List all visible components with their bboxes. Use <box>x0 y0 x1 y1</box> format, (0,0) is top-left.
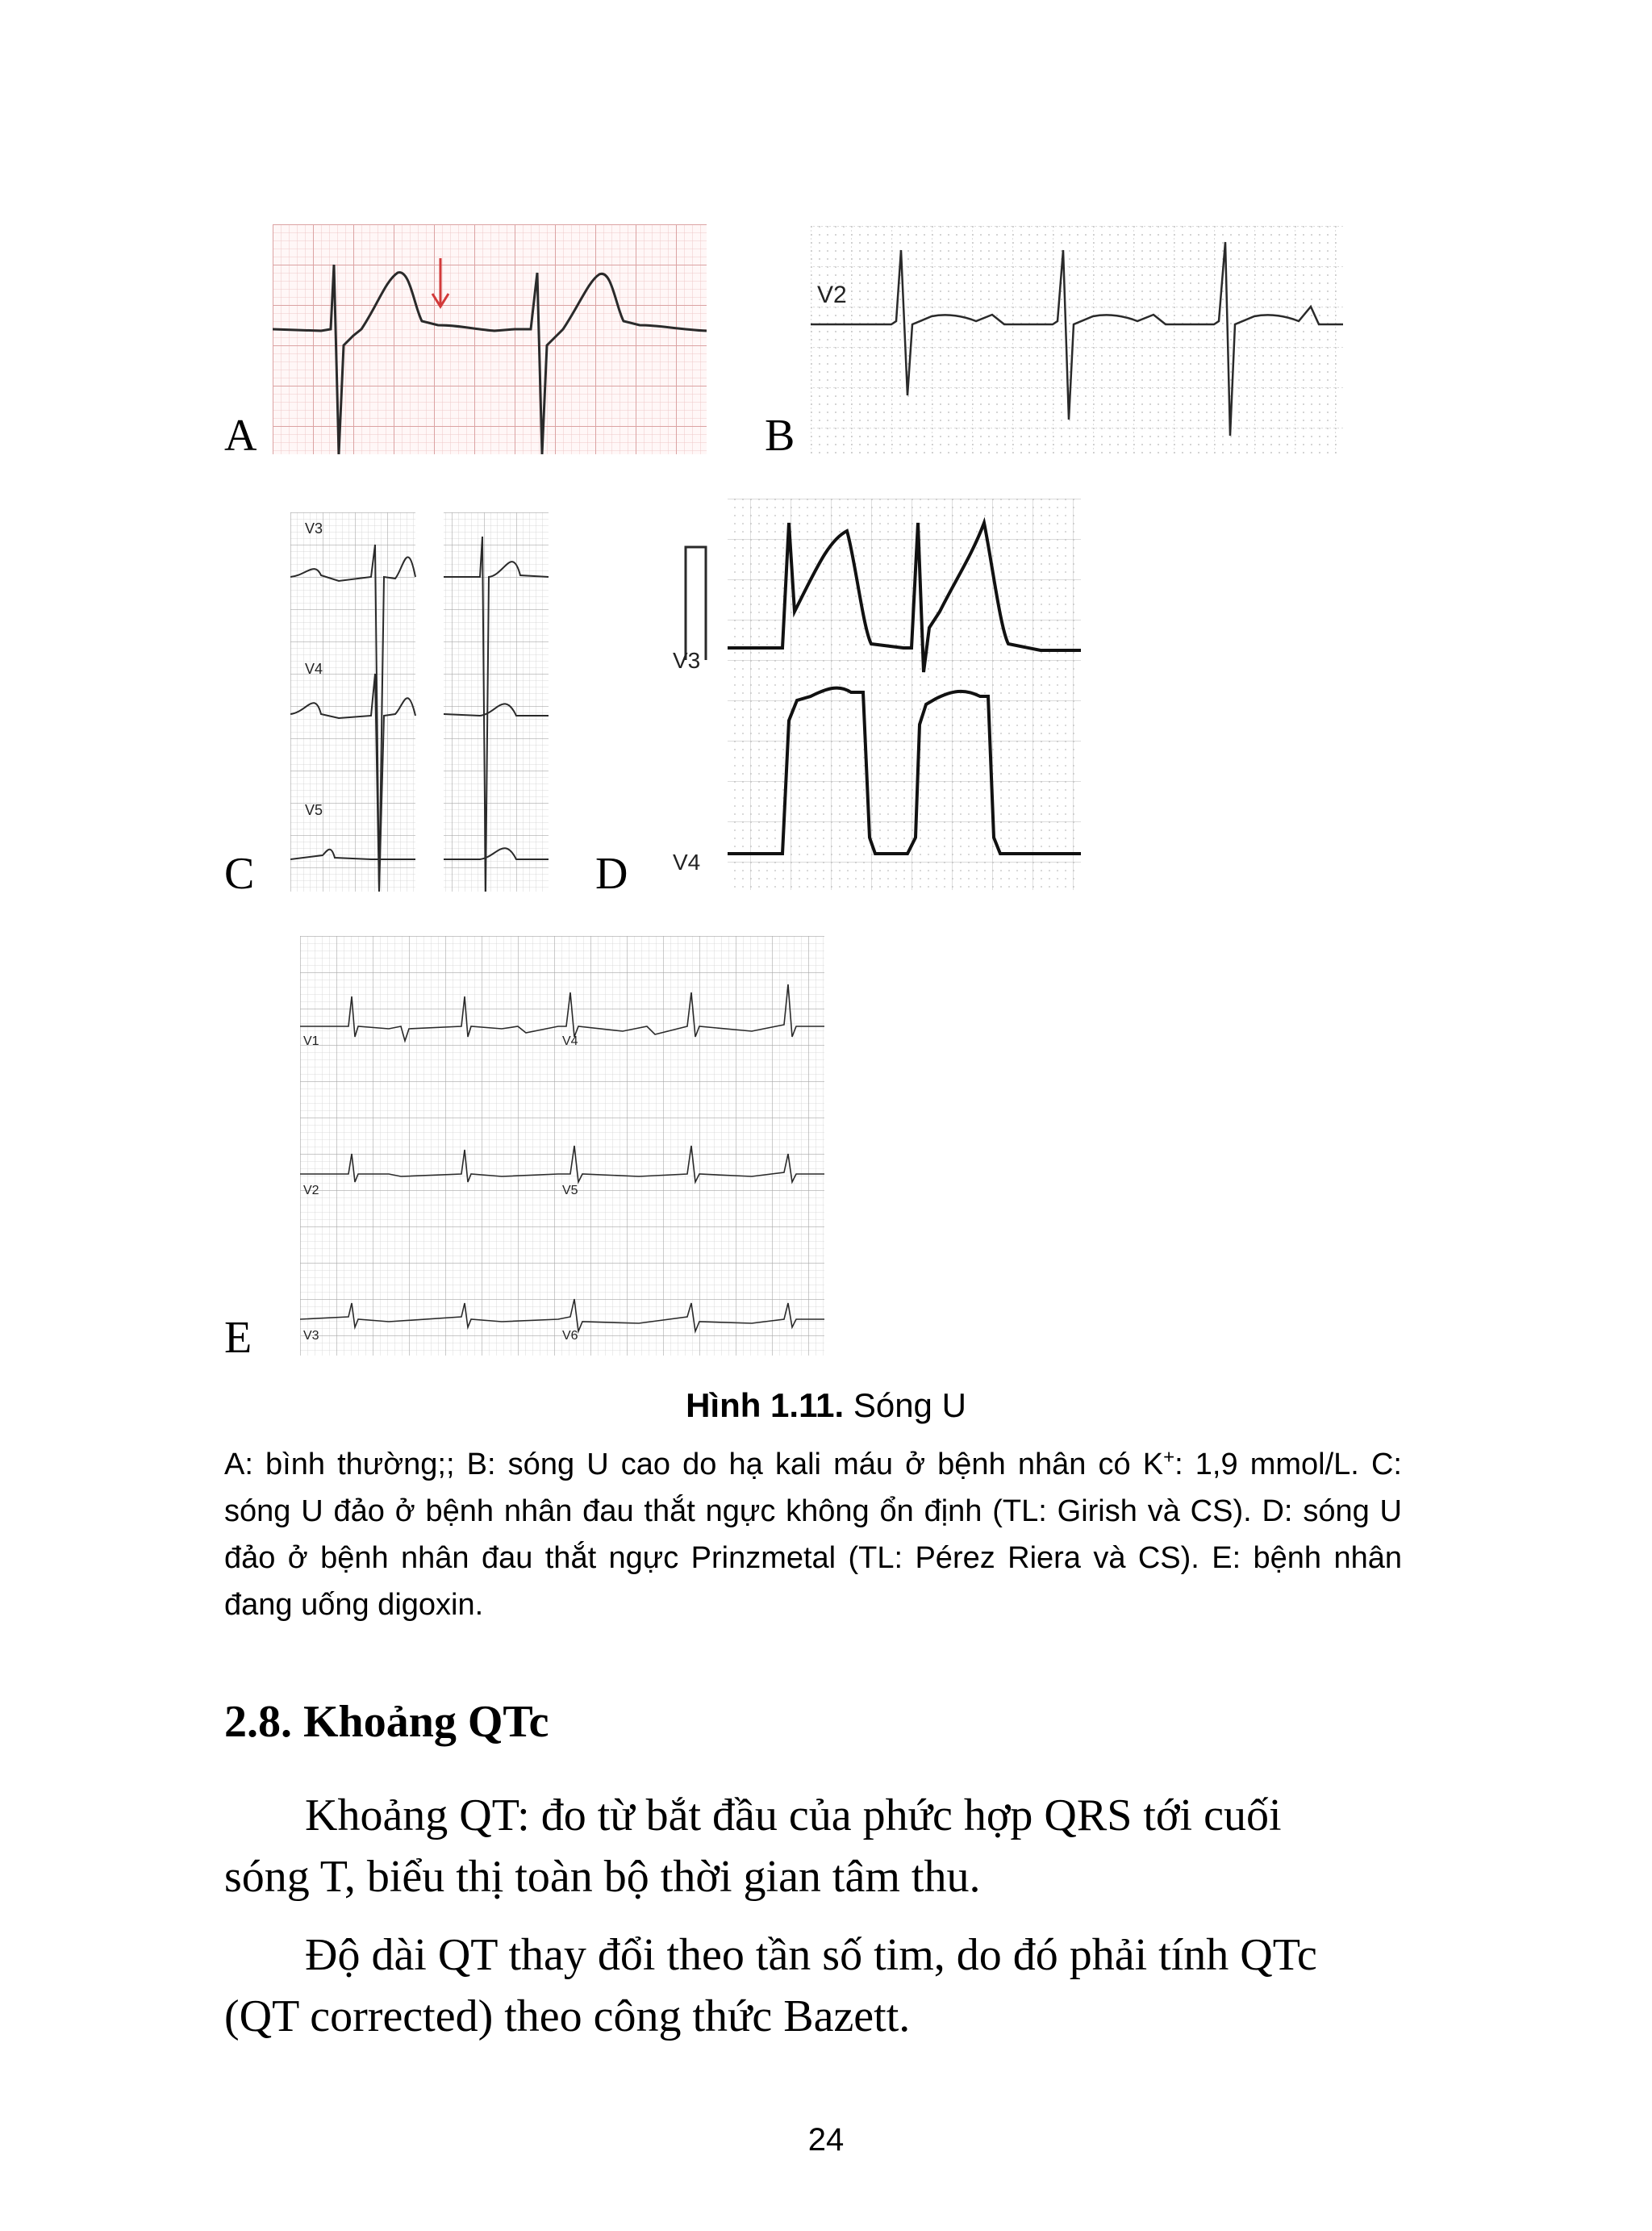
panel-letter-e: E <box>224 1313 252 1363</box>
ecg-panel-c <box>290 512 549 892</box>
ecg-panel-a <box>273 224 707 454</box>
lead-label-c-v5: V5 <box>305 802 323 818</box>
calibration-pulse <box>686 547 706 660</box>
ecg-panel-d <box>670 499 1081 890</box>
lead-label-c-v3: V3 <box>305 520 323 537</box>
paragraph-qt-definition: Khoảng QT: đo từ bắt đầu của phức hợp QRS tới cuối sóng T, biểu thị toàn bộ thời gian tâm thu. <box>224 1790 1282 1902</box>
lead-label-c-v4: V4 <box>305 661 323 677</box>
lead-label-e-v3: V3 <box>303 1329 319 1343</box>
section-heading: 2.8. Khoảng QTc <box>224 1697 549 1747</box>
lead-label-e-v5: V5 <box>562 1184 578 1197</box>
caption-part1: A: bình thường;; B: sóng U cao do hạ kali máu ở bệnh nhân có K <box>224 1448 1164 1481</box>
lead-label-d-v4: V4 <box>673 850 701 875</box>
lead-label-e-v2: V2 <box>303 1184 319 1197</box>
page-number: 24 <box>807 2122 845 2158</box>
panel-letter-a: A <box>224 411 257 461</box>
figure-label: Hình 1.11. <box>686 1386 845 1424</box>
panel-letter-b: B <box>765 411 795 461</box>
figure-title: Sóng U <box>853 1386 966 1424</box>
lead-label-e-v4: V4 <box>562 1034 578 1048</box>
caption-superscript: + <box>1163 1446 1175 1469</box>
panel-letter-c: C <box>224 849 255 899</box>
ecg-panel-b <box>811 226 1343 456</box>
figure-caption-body <box>224 1441 1402 1628</box>
lead-label-v2: V2 <box>817 282 847 308</box>
lead-label-d-v3: V3 <box>673 648 701 673</box>
lead-label-e-v1: V1 <box>303 1034 319 1048</box>
panel-letter-d: D <box>595 849 628 899</box>
caption-part2: : 1,9 mmol/L. C: sóng U đảo ở bệnh nhân đau thắt ngực không ổn định (TL: Girish và CS). D: sóng U đảo ở bệnh nhân đau thắt ngực Prinzmetal (TL: Pérez Riera và CS). E: bệnh nhân đang uống digoxin. <box>224 1448 1402 1622</box>
paragraph-qtc-bazett: Độ dài QT thay đổi theo tần số tim, do đó phải tính QTc (QT corrected) theo công thức Bazett. <box>224 1930 1317 2041</box>
figure-caption-title <box>0 1386 1652 1425</box>
ecg-panel-e <box>300 936 824 1356</box>
lead-label-e-v6: V6 <box>562 1329 578 1343</box>
